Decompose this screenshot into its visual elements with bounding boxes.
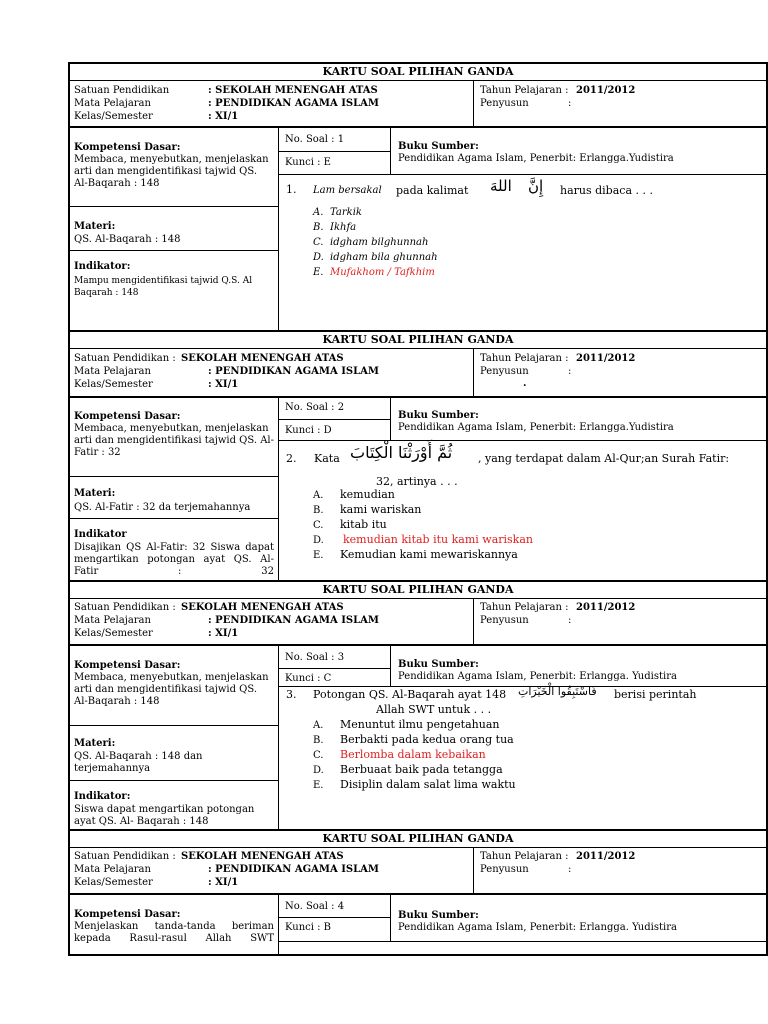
kelas-value: : XI/1 (208, 111, 239, 122)
arabic-text: اللهَ (490, 177, 512, 195)
penyusun-colon: : (568, 366, 572, 377)
satuan-value: SEKOLAH MENENGAH ATAS (181, 353, 344, 364)
kd-label: Kompetensi Dasar: (74, 411, 181, 422)
frame-bottom (68, 954, 768, 956)
buku-text: Pendidikan Agama Islam, Penerbit: Erlangga. Yudistira (398, 671, 677, 682)
option-b: Ikhfa (330, 222, 357, 233)
indikator-label: Indikator: (74, 261, 131, 272)
tahun-value: 2011/2012 (576, 602, 636, 613)
option-letter: B. (313, 505, 324, 516)
kd-label: Kompetensi Dasar: (74, 909, 181, 920)
card-title: KARTU SOAL PILIHAN GANDA (322, 65, 514, 78)
mapel-label: Mata Pelajaran (74, 366, 151, 377)
card-title: KARTU SOAL PILIHAN GANDA (322, 832, 514, 845)
no-soal: No. Soal : 3 (285, 652, 345, 663)
kelas-label: Kelas/Semester (74, 379, 153, 390)
option-letter: D. (313, 535, 324, 546)
option-letter: B. (313, 222, 324, 233)
buku-text: Pendidikan Agama Islam, Penerbit: Erlangga.Yudistira (398, 422, 674, 433)
penyusun-colon: : (568, 615, 572, 626)
question-number: 3. (286, 688, 297, 701)
option-letter: C. (313, 237, 324, 248)
option-letter: D. (313, 765, 324, 776)
kd-text: Membaca, menyebutkan, menjelaskan arti dan mengidentifikasi tajwid QS. Al-Baqarah : 148 (74, 154, 269, 189)
buku-text: Pendidikan Agama Islam, Penerbit: Erlangga.Yudistira (398, 153, 674, 164)
option-d: Berbuaat baik pada tetangga (340, 763, 503, 776)
kelas-value: : XI/1 (208, 628, 239, 639)
option-letter: D. (313, 252, 324, 263)
option-e-answer: Mufakhom / Tafkhim (330, 267, 435, 278)
satuan-value: : SEKOLAH MENENGAH ATAS (208, 85, 378, 96)
buku-label: Buku Sumber: (398, 910, 479, 921)
frame-top (68, 62, 768, 64)
penyusun-label: Penyusun (480, 615, 529, 626)
penyusun-colon: : (568, 98, 572, 109)
penyusun-label: Penyusun (480, 366, 529, 377)
arabic-text: إِنَّ (528, 177, 544, 195)
mapel-value: : PENDIDIKAN AGAMA ISLAM (208, 98, 379, 109)
option-d-answer: kemudian kitab itu kami wariskan (343, 533, 533, 546)
mapel-value: : PENDIDIKAN AGAMA ISLAM (208, 615, 379, 626)
penyusun-dot: . (523, 378, 527, 389)
option-c: kitab itu (340, 518, 387, 531)
frame-left (68, 62, 70, 956)
option-c: idgham bilghunnah (330, 237, 429, 248)
mapel-label: Mata Pelajaran (74, 864, 151, 875)
question-text: , yang terdapat dalam Al-Qur;an Surah Fatir: (478, 452, 730, 465)
indikator-label: Indikator (74, 529, 127, 540)
penyusun-label: Penyusun (480, 864, 529, 875)
tahun-label: Tahun Pelajaran : (480, 602, 569, 613)
tahun-label: Tahun Pelajaran : (480, 851, 569, 862)
materi-label: Materi: (74, 221, 116, 232)
option-c-answer: Berlomba dalam kebaikan (340, 748, 486, 761)
satuan-label: Satuan Pendidikan : (74, 602, 176, 613)
kd-text: Membaca, menyebutkan, menjelaskan arti dan mengidentifikasi tajwid QS. Al-Fatir : 32 (74, 423, 275, 458)
buku-text: Pendidikan Agama Islam, Penerbit: Erlangga. Yudistira (398, 922, 677, 933)
option-d: idgham bila ghunnah (330, 252, 438, 263)
kd-label: Kompetensi Dasar: (74, 142, 181, 153)
materi-text: QS. Al-Baqarah : 148 dan terjemahannya (74, 751, 203, 774)
question-text: Kata (314, 452, 340, 465)
kunci: Kunci : B (285, 922, 332, 933)
option-a: Tarkik (330, 207, 362, 218)
option-letter: E. (313, 780, 324, 791)
kunci: Kunci : D (285, 425, 332, 436)
option-letter: A. (313, 490, 324, 501)
tahun-value: 2011/2012 (576, 85, 636, 96)
no-soal: No. Soal : 2 (285, 402, 345, 413)
buku-label: Buku Sumber: (398, 410, 479, 421)
tahun-label: Tahun Pelajaran : (480, 85, 569, 96)
question-text-line2: 32, artinya . . . (376, 475, 458, 488)
satuan-label: Satuan Pendidikan : (74, 353, 176, 364)
option-letter: C. (313, 750, 324, 761)
satuan-value: SEKOLAH MENENGAH ATAS (181, 602, 344, 613)
buku-label: Buku Sumber: (398, 659, 479, 670)
kelas-value: : XI/1 (208, 877, 239, 888)
mapel-value: : PENDIDIKAN AGAMA ISLAM (208, 366, 379, 377)
question-text: harus dibaca . . . (560, 184, 653, 197)
penyusun-colon: : (568, 864, 572, 875)
option-letter: E. (313, 267, 324, 278)
option-letter: A. (313, 720, 324, 731)
arabic-text: فَاسْتَبِقُوا الْخَيْرَاتِ (518, 685, 597, 698)
option-a: kemudian (340, 488, 395, 501)
option-e: Disiplin dalam salat lima waktu (340, 778, 516, 791)
tahun-label: Tahun Pelajaran : (480, 353, 569, 364)
satuan-label: Satuan Pendidikan : (74, 851, 176, 862)
kelas-label: Kelas/Semester (74, 111, 153, 122)
materi-label: Materi: (74, 488, 116, 499)
kelas-label: Kelas/Semester (74, 628, 153, 639)
mapel-value: : PENDIDIKAN AGAMA ISLAM (208, 864, 379, 875)
question-number: 2. (286, 452, 297, 465)
card-title: KARTU SOAL PILIHAN GANDA (322, 333, 514, 346)
option-a: Menuntut ilmu pengetahuan (340, 718, 500, 731)
question-text-italic: Lam bersakal (313, 185, 382, 196)
kd-label: Kompetensi Dasar: (74, 660, 181, 671)
kunci: Kunci : C (285, 673, 332, 684)
indikator-text: Disajikan QS Al-Fatir: 32 Siswa dapat mengartikan potongan ayat QS. Al-Fatir : 32 (74, 542, 274, 577)
arabic-text: ثُمَّ أَوْرَثْنَا الْكِتَابَ (350, 443, 453, 462)
no-soal: No. Soal : 4 (285, 901, 345, 912)
buku-label: Buku Sumber: (398, 141, 479, 152)
indikator-label: Indikator: (74, 791, 131, 802)
satuan-value: SEKOLAH MENENGAH ATAS (181, 851, 344, 862)
tahun-value: 2011/2012 (576, 851, 636, 862)
no-soal: No. Soal : 1 (285, 134, 345, 145)
mapel-label: Mata Pelajaran (74, 615, 151, 626)
card-title: KARTU SOAL PILIHAN GANDA (322, 583, 514, 596)
question-text: berisi perintah (614, 688, 697, 701)
question-number: 1. (286, 183, 297, 196)
satuan-label: Satuan Pendidikan (74, 85, 170, 96)
materi-text: QS. Al-Baqarah : 148 (74, 234, 181, 245)
indikator-text: Mampu mengidentifikasi tajwid Q.S. Al Baqarah : 148 (74, 276, 253, 298)
materi-text: QS. Al-Fatir : 32 da terjemahannya (74, 502, 251, 513)
option-letter: E. (313, 550, 324, 561)
kd-text: Membaca, menyebutkan, menjelaskan arti dan mengidentifikasi tajwid QS. Al-Baqarah : 148 (74, 672, 269, 707)
option-b: kami wariskan (340, 503, 422, 516)
materi-label: Materi: (74, 738, 116, 749)
option-letter: A. (313, 207, 324, 218)
kelas-value: : XI/1 (208, 379, 239, 390)
indikator-text: Siswa dapat mengartikan potongan ayat QS. Al- Baqarah : 148 (74, 804, 255, 827)
tahun-value: 2011/2012 (576, 353, 636, 364)
question-text: pada kalimat (396, 184, 469, 197)
question-text: Potongan QS. Al-Baqarah ayat 148 (313, 688, 507, 701)
kd-text: Menjelaskan tanda-tanda beriman kepada Rasul-rasul Allah SWT (74, 921, 274, 944)
kelas-label: Kelas/Semester (74, 877, 153, 888)
option-b: Berbakti pada kedua orang tua (340, 733, 514, 746)
kunci: Kunci : E (285, 157, 331, 168)
question-text-line2: Allah SWT untuk . . . (376, 703, 492, 716)
mapel-label: Mata Pelajaran (74, 98, 151, 109)
option-letter: C. (313, 520, 324, 531)
option-letter: B. (313, 735, 324, 746)
option-e: Kemudian kami mewariskannya (340, 548, 518, 561)
penyusun-label: Penyusun (480, 98, 529, 109)
